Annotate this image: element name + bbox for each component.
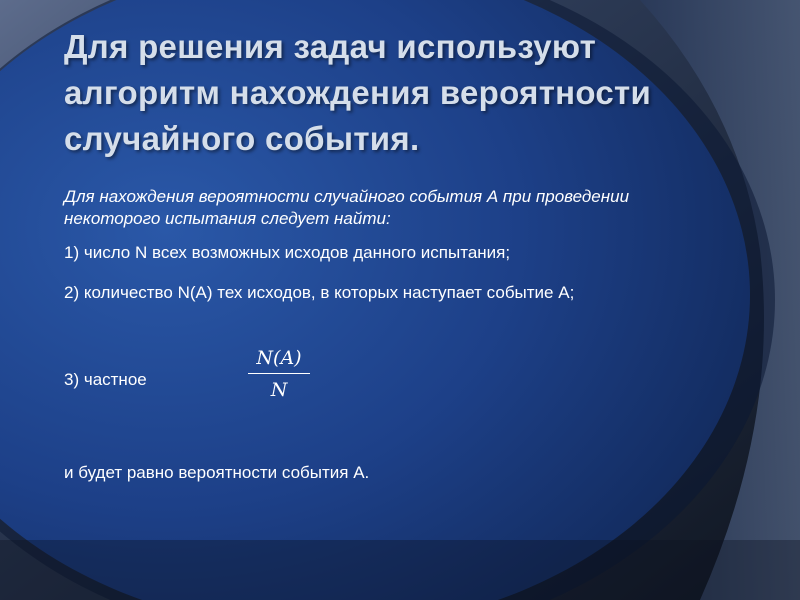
fraction-numerator: N(A) <box>256 347 302 369</box>
step-3-text: 3) частное <box>64 370 147 389</box>
step-2-text: 2) количество N(A) тех исходов, в которых наступает событие А; <box>64 283 575 302</box>
fraction-denominator: N <box>270 379 288 401</box>
slide-title: Для решения задач используют алгоритм нахождения вероятности случайного события. <box>64 28 652 157</box>
conclusion-text: и будет равно вероятности события А. <box>64 463 370 482</box>
step-1-text: 1) число N всех возможных исходов данного испытания; <box>64 243 511 262</box>
intro-text: Для нахождения вероятности случайного события А при проведении некоторого испытания следует найти: <box>64 187 630 228</box>
probability-fraction <box>248 346 310 403</box>
slide-body <box>64 186 724 482</box>
